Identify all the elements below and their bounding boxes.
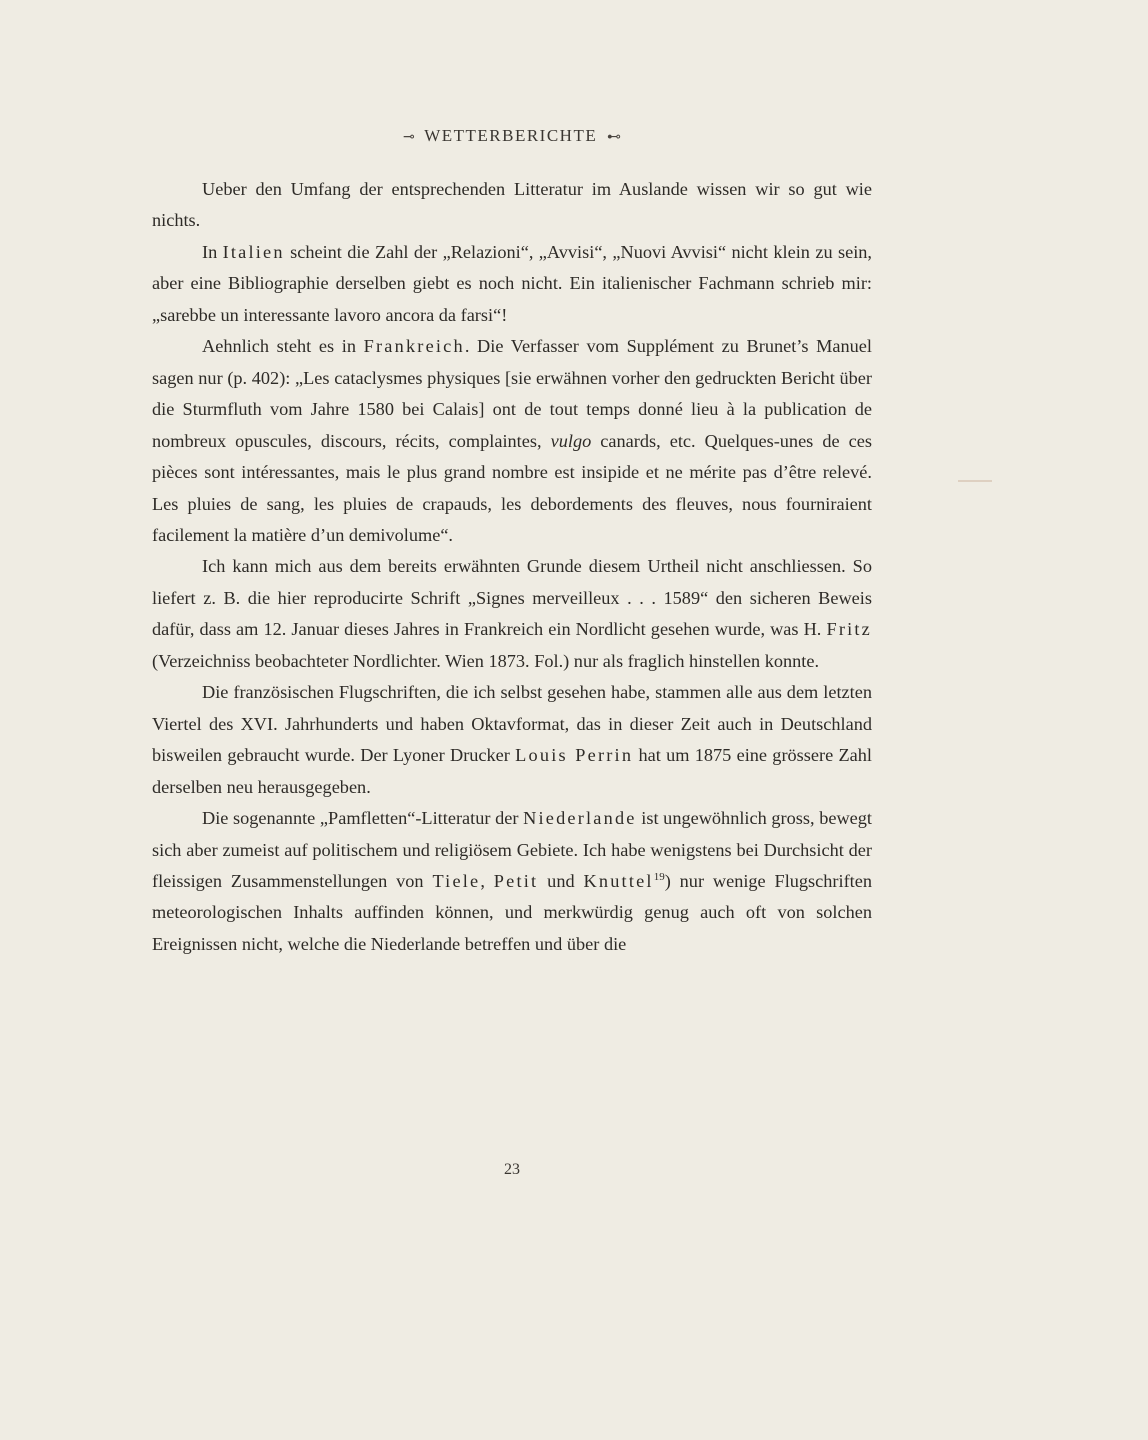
text-run: Die französischen Flugschriften, die ich selbst gesehen habe, stammen alle aus dem letzten Viertel des XVI. Jahrhunderts und haben Oktavformat, das in dieser Zeit auch in Deutschland bisweilen gebraucht wurde. Der Lyoner Drucker xyxy=(152,682,872,766)
paragraph xyxy=(152,677,872,803)
running-head xyxy=(152,126,872,146)
ornament-left-icon: ⊸ xyxy=(403,130,415,145)
text-run: . Die Verfasser vom Supplément zu Brunet’s Manuel sagen nur (p. 402): „Les cataclysmes physiques [sie erwähnen vorher den gedruckten Bericht über die Sturmfluth vom Jahre 1580 bei Calais] ont de tout temps donné lieu à la publication de nombreux opuscules, discours, récits, complaintes, xyxy=(152,336,872,451)
ornament-right-icon: ⊷ xyxy=(606,130,621,145)
spaced-name: Louis Perrin xyxy=(515,745,634,766)
text-run: und xyxy=(538,870,584,891)
text-run: Aehnlich steht es in xyxy=(202,336,364,357)
text-run: hat um 1875 eine grössere Zahl derselben neu herausgegeben. xyxy=(152,745,873,797)
text-run: (Verzeichniss beobachteter Nordlichter. Wien 1873. Fol.) nur als fraglich hinstellen konnte. xyxy=(152,650,820,671)
paragraph xyxy=(152,803,872,960)
spaced-name: Knuttel xyxy=(583,870,654,891)
text-run: ist ungewöhnlich gross, bewegt sich aber zumeist auf politischem und religiösem Gebiete. Ich habe wenigstens bei Durchsicht der fleissigen Zusammenstellungen von xyxy=(152,808,872,891)
spaced-name: Tiele xyxy=(432,870,481,891)
paragraph xyxy=(152,174,872,237)
text-run: In xyxy=(202,241,223,262)
text-run: Ich kann mich aus dem bereits erwähnten Grunde diesem Urtheil nicht anschliessen. So liefert z. B. die hier reproducirte Schrift „Signes merveilleux . . . 1589“ den sicheren Beweis dafür, dass am 12. Januar dieses Jahres in Frankreich ein Nordlicht gesehen wurde, was H. xyxy=(152,556,872,640)
text-run: scheint die Zahl der „Relazioni“, „Avvisi“, „Nuovi Avvisi“ nicht klein zu sein, aber eine Bibliographie derselben giebt es noch nicht. Ein italienischer Fachmann schrieb mir: „sarebbe un interessante lavoro ancora da farsi“! xyxy=(152,241,872,325)
italic-text: vulgo xyxy=(550,430,592,451)
paragraph xyxy=(152,551,872,677)
text-run: Die sogenannte „Pamfletten“-Litteratur der xyxy=(202,808,524,829)
paragraph xyxy=(152,237,872,331)
text-run: Ueber den Umfang der entsprechenden Litteratur im Auslande wissen wir so gut wie nichts. xyxy=(152,179,872,231)
spaced-name: Petit xyxy=(493,870,539,891)
text-run: , xyxy=(480,870,494,891)
text-run: canards, etc. Quelques-unes de ces pièces sont intéressantes, mais le plus grand nombre est insipide et ne mérite pas d’être relevé. Les pluies de sang, les pluies de crapauds, les debordements des fleuves, nous fourniraient facilement la matière d’un demivolume“. xyxy=(152,430,872,545)
spaced-name: Niederlande xyxy=(523,808,637,829)
page-number: 23 xyxy=(504,1161,520,1178)
running-head-title: WETTERBERICHTE xyxy=(424,126,598,145)
spaced-name: Italien xyxy=(222,241,285,262)
text-run: ) nur wenige Flugschriften meteorologischen Inhalts auffinden können, und merkwürdig genug auch oft von solchen Ereignissen nicht, welche die Niederlande betreffen und über die xyxy=(152,870,873,954)
spaced-name: Fritz xyxy=(826,619,872,640)
margin-mark xyxy=(958,480,992,482)
body-text xyxy=(152,174,872,960)
paragraph xyxy=(152,331,872,551)
spaced-name: Frankreich xyxy=(363,336,465,357)
footnote-reference: 19 xyxy=(653,870,665,883)
